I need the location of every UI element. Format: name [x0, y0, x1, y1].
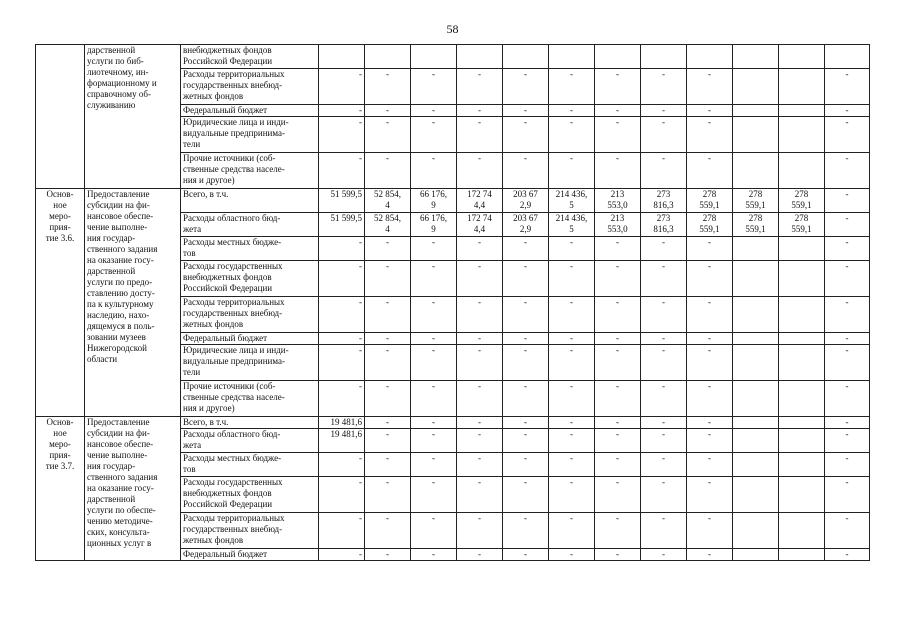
amount-cell: - [365, 453, 411, 477]
amount-cell: - [319, 477, 365, 513]
amount-cell: - [319, 261, 365, 297]
amount-cell: - [687, 477, 733, 513]
amount-cell: - [365, 237, 411, 261]
amount-cell: - [411, 345, 457, 381]
amount-cell: - [319, 333, 365, 345]
amount-cell: - [641, 549, 687, 561]
amount-cell: - [595, 261, 641, 297]
funding-source-cell: Прочие источники (соб- ственные средства населе- ния и другое) [181, 381, 319, 417]
amount-cell: - [641, 153, 687, 189]
amount-cell: - [457, 345, 503, 381]
amount-cell: - [595, 477, 641, 513]
amount-cell: - [641, 237, 687, 261]
amount-cell: - [365, 261, 411, 297]
amount-cell [549, 45, 595, 69]
amount-cell: - [595, 297, 641, 333]
amount-cell: - [687, 333, 733, 345]
amount-cell: 213 553,0 [595, 213, 641, 237]
amount-cell: - [825, 213, 870, 237]
amount-cell: - [595, 381, 641, 417]
amount-cell: 19 481,6 [319, 417, 365, 429]
amount-cell: - [549, 381, 595, 417]
budget-table [35, 44, 870, 561]
amount-cell [779, 549, 825, 561]
amount-cell: - [549, 453, 595, 477]
amount-cell [503, 45, 549, 69]
amount-cell [779, 237, 825, 261]
amount-cell [779, 297, 825, 333]
amount-cell [319, 45, 365, 69]
amount-cell: - [687, 297, 733, 333]
amount-cell: - [825, 381, 870, 417]
amount-cell: - [825, 117, 870, 153]
funding-source-cell: Прочие источники (соб- ственные средства населе- ния и другое) [181, 153, 319, 189]
amount-cell: - [503, 105, 549, 117]
amount-cell [595, 45, 641, 69]
amount-cell: - [457, 333, 503, 345]
amount-cell: - [687, 417, 733, 429]
amount-cell: - [825, 513, 870, 549]
amount-cell: - [825, 333, 870, 345]
activity-name-cell: дарственной услуги по биб- лиотечному, ин- формационному и справочному об- служиванию [85, 45, 181, 189]
amount-cell: - [549, 513, 595, 549]
activity-name-cell: Предоставление субсидии на фи- нансовое обеспе- чение выполне- ния государ- ственного задания на оказание госу- дарственной услуги по предо- ставлению досту- па к культурному наследию, нахо- дящемуся в поль- зовании музеев Нижегородской области [85, 189, 181, 417]
amount-cell [687, 45, 733, 69]
amount-cell: 278 559,1 [733, 189, 779, 213]
amount-cell [779, 333, 825, 345]
amount-cell: - [411, 69, 457, 105]
amount-cell: - [457, 549, 503, 561]
table-row [36, 417, 870, 429]
amount-cell: - [365, 69, 411, 105]
amount-cell: - [365, 345, 411, 381]
funding-source-cell: Федеральный бюджет [181, 549, 319, 561]
amount-cell: - [411, 297, 457, 333]
amount-cell: - [365, 549, 411, 561]
amount-cell: - [549, 261, 595, 297]
amount-cell: - [595, 105, 641, 117]
amount-cell [733, 381, 779, 417]
amount-cell: - [365, 381, 411, 417]
amount-cell: - [319, 105, 365, 117]
amount-cell: 172 74 4,4 [457, 213, 503, 237]
amount-cell: - [825, 417, 870, 429]
amount-cell: - [365, 513, 411, 549]
amount-cell: - [687, 381, 733, 417]
amount-cell: - [549, 237, 595, 261]
funding-source-cell: Федеральный бюджет [181, 105, 319, 117]
amount-cell: - [503, 117, 549, 153]
amount-cell: 214 436, 5 [549, 213, 595, 237]
amount-cell: - [411, 153, 457, 189]
amount-cell: 278 559,1 [733, 213, 779, 237]
amount-cell: - [595, 453, 641, 477]
amount-cell: - [503, 477, 549, 513]
amount-cell: - [319, 117, 365, 153]
amount-cell: - [687, 513, 733, 549]
amount-cell: - [319, 381, 365, 417]
amount-cell: - [595, 549, 641, 561]
amount-cell: 172 74 4,4 [457, 189, 503, 213]
page-number: 58 [446, 22, 459, 36]
amount-cell: - [825, 297, 870, 333]
amount-cell: - [641, 333, 687, 345]
amount-cell: - [825, 549, 870, 561]
amount-cell [733, 453, 779, 477]
amount-cell: - [641, 453, 687, 477]
amount-cell: - [365, 153, 411, 189]
amount-cell: - [687, 429, 733, 453]
amount-cell: - [457, 453, 503, 477]
table-row [36, 45, 870, 69]
amount-cell: - [411, 261, 457, 297]
amount-cell: 278 559,1 [687, 213, 733, 237]
amount-cell: - [411, 333, 457, 345]
amount-cell: - [825, 105, 870, 117]
amount-cell: - [549, 477, 595, 513]
amount-cell: 51 599,5 [319, 213, 365, 237]
funding-source-cell: внебюджетных фондов Российской Федерации [181, 45, 319, 69]
amount-cell: - [641, 117, 687, 153]
amount-cell: - [411, 429, 457, 453]
amount-cell: - [641, 429, 687, 453]
amount-cell: - [365, 105, 411, 117]
amount-cell: - [595, 237, 641, 261]
amount-cell: - [365, 117, 411, 153]
amount-cell: - [319, 153, 365, 189]
amount-cell: - [365, 477, 411, 513]
amount-cell: 19 481,6 [319, 429, 365, 453]
amount-cell: - [687, 117, 733, 153]
amount-cell: - [503, 237, 549, 261]
amount-cell: - [319, 69, 365, 105]
amount-cell: - [411, 513, 457, 549]
activity-code-cell [36, 45, 85, 189]
amount-cell: - [549, 333, 595, 345]
amount-cell: - [641, 345, 687, 381]
amount-cell: - [503, 549, 549, 561]
amount-cell: - [687, 549, 733, 561]
amount-cell [779, 69, 825, 105]
amount-cell: 213 553,0 [595, 189, 641, 213]
funding-source-cell: Расходы местных бюдже- тов [181, 237, 319, 261]
funding-source-cell: Расходы территориальных государственных внебюд- жетных фондов [181, 297, 319, 333]
amount-cell [779, 417, 825, 429]
amount-cell: - [687, 345, 733, 381]
amount-cell: - [825, 429, 870, 453]
amount-cell [779, 261, 825, 297]
amount-cell: 203 67 2,9 [503, 189, 549, 213]
amount-cell: - [595, 69, 641, 105]
amount-cell [733, 429, 779, 453]
amount-cell: - [549, 417, 595, 429]
amount-cell [733, 237, 779, 261]
amount-cell: - [641, 381, 687, 417]
amount-cell: - [595, 417, 641, 429]
amount-cell: - [503, 153, 549, 189]
amount-cell: - [825, 261, 870, 297]
amount-cell [733, 417, 779, 429]
amount-cell: - [319, 513, 365, 549]
amount-cell: - [503, 261, 549, 297]
amount-cell [733, 477, 779, 513]
funding-source-cell: Юридические лица и инди- видуальные предпринима- тели [181, 345, 319, 381]
amount-cell: - [595, 429, 641, 453]
activity-code-cell: Основ- ное меро- прия- тие 3.6. [36, 189, 85, 417]
funding-source-cell: Федеральный бюджет [181, 333, 319, 345]
amount-cell: - [687, 105, 733, 117]
amount-cell: - [549, 345, 595, 381]
amount-cell [733, 153, 779, 189]
amount-cell: 278 559,1 [779, 213, 825, 237]
amount-cell: 52 854, 4 [365, 213, 411, 237]
amount-cell: - [825, 237, 870, 261]
amount-cell: - [411, 549, 457, 561]
amount-cell: - [457, 237, 503, 261]
amount-cell [733, 45, 779, 69]
amount-cell: - [503, 333, 549, 345]
amount-cell [733, 345, 779, 381]
amount-cell: - [549, 69, 595, 105]
funding-source-cell: Расходы местных бюдже- тов [181, 453, 319, 477]
amount-cell: - [411, 381, 457, 417]
amount-cell: 278 559,1 [687, 189, 733, 213]
amount-cell: - [549, 429, 595, 453]
amount-cell: - [549, 549, 595, 561]
amount-cell: - [457, 477, 503, 513]
amount-cell: - [319, 297, 365, 333]
amount-cell [411, 45, 457, 69]
funding-source-cell: Расходы государственных внебюджетных фондов Российской Федерации [181, 477, 319, 513]
table-row [36, 189, 870, 213]
funding-source-cell: Всего, в т.ч. [181, 189, 319, 213]
funding-source-cell: Расходы территориальных государственных внебюд- жетных фондов [181, 513, 319, 549]
amount-cell: - [503, 297, 549, 333]
amount-cell: - [549, 297, 595, 333]
amount-cell: - [457, 417, 503, 429]
amount-cell: - [411, 417, 457, 429]
amount-cell: - [503, 417, 549, 429]
funding-source-cell: Расходы территориальных государственных внебюд- жетных фондов [181, 69, 319, 105]
amount-cell: - [825, 477, 870, 513]
amount-cell: - [457, 261, 503, 297]
amount-cell: 203 67 2,9 [503, 213, 549, 237]
amount-cell: 278 559,1 [779, 189, 825, 213]
amount-cell [457, 45, 503, 69]
amount-cell: - [365, 417, 411, 429]
amount-cell: - [503, 69, 549, 105]
funding-source-cell: Юридические лица и инди- видуальные предпринима- тели [181, 117, 319, 153]
amount-cell: - [411, 117, 457, 153]
amount-cell [733, 513, 779, 549]
amount-cell: - [595, 153, 641, 189]
amount-cell: - [549, 153, 595, 189]
amount-cell: - [641, 105, 687, 117]
amount-cell: - [687, 237, 733, 261]
funding-source-cell: Расходы областного бюд- жета [181, 213, 319, 237]
amount-cell: 273 816,3 [641, 213, 687, 237]
amount-cell: - [595, 117, 641, 153]
amount-cell: - [365, 333, 411, 345]
amount-cell [825, 45, 870, 69]
amount-cell [365, 45, 411, 69]
amount-cell: - [365, 297, 411, 333]
amount-cell: - [825, 345, 870, 381]
amount-cell: - [457, 117, 503, 153]
amount-cell: - [457, 429, 503, 453]
amount-cell: - [457, 69, 503, 105]
amount-cell: 214 436, 5 [549, 189, 595, 213]
amount-cell: - [457, 297, 503, 333]
amount-cell: - [319, 237, 365, 261]
amount-cell: - [641, 477, 687, 513]
amount-cell [779, 45, 825, 69]
amount-cell: - [503, 453, 549, 477]
funding-source-cell: Расходы государственных внебюджетных фондов Российской Федерации [181, 261, 319, 297]
amount-cell: - [411, 237, 457, 261]
amount-cell [641, 45, 687, 69]
amount-cell: - [825, 153, 870, 189]
amount-cell: - [503, 429, 549, 453]
amount-cell [779, 345, 825, 381]
amount-cell: - [825, 453, 870, 477]
amount-cell: - [595, 333, 641, 345]
amount-cell: - [319, 453, 365, 477]
amount-cell: - [411, 477, 457, 513]
amount-cell [779, 429, 825, 453]
activity-name-cell: Предоставление субсидии на фи- нансовое обеспе- чение выполне- ния государ- ственного задания на оказание госу- дарственной услуги по обеспе- чению методиче- ских, консульта- ционных услуг в [85, 417, 181, 561]
amount-cell: - [319, 549, 365, 561]
amount-cell: 51 599,5 [319, 189, 365, 213]
amount-cell: - [411, 453, 457, 477]
amount-cell: - [641, 417, 687, 429]
amount-cell: - [503, 345, 549, 381]
amount-cell: - [411, 105, 457, 117]
amount-cell: - [641, 69, 687, 105]
amount-cell [733, 333, 779, 345]
amount-cell: - [641, 297, 687, 333]
amount-cell: - [595, 513, 641, 549]
amount-cell: - [641, 261, 687, 297]
amount-cell: - [457, 153, 503, 189]
amount-cell: - [641, 513, 687, 549]
amount-cell: 66 176, 9 [411, 213, 457, 237]
amount-cell [779, 381, 825, 417]
amount-cell [779, 105, 825, 117]
amount-cell: - [457, 513, 503, 549]
funding-source-cell: Расходы областного бюд- жета [181, 429, 319, 453]
amount-cell: - [687, 153, 733, 189]
amount-cell: - [825, 189, 870, 213]
amount-cell [733, 549, 779, 561]
amount-cell: - [457, 381, 503, 417]
amount-cell: - [365, 429, 411, 453]
amount-cell: - [503, 381, 549, 417]
amount-cell [779, 513, 825, 549]
amount-cell: - [319, 345, 365, 381]
amount-cell [733, 117, 779, 153]
amount-cell [733, 69, 779, 105]
amount-cell: - [549, 117, 595, 153]
amount-cell [733, 297, 779, 333]
amount-cell [733, 105, 779, 117]
amount-cell: - [687, 69, 733, 105]
amount-cell [779, 117, 825, 153]
activity-code-cell: Основ- ное меро- прия- тие 3.7. [36, 417, 85, 561]
amount-cell: 66 176, 9 [411, 189, 457, 213]
amount-cell [733, 261, 779, 297]
amount-cell [779, 153, 825, 189]
amount-cell: 273 816,3 [641, 189, 687, 213]
amount-cell: - [549, 105, 595, 117]
amount-cell: - [687, 453, 733, 477]
amount-cell: - [687, 261, 733, 297]
amount-cell: - [503, 513, 549, 549]
funding-source-cell: Всего, в т.ч. [181, 417, 319, 429]
amount-cell: 52 854, 4 [365, 189, 411, 213]
amount-cell: - [825, 69, 870, 105]
amount-cell: - [457, 105, 503, 117]
amount-cell: - [595, 345, 641, 381]
amount-cell [779, 453, 825, 477]
amount-cell [779, 477, 825, 513]
